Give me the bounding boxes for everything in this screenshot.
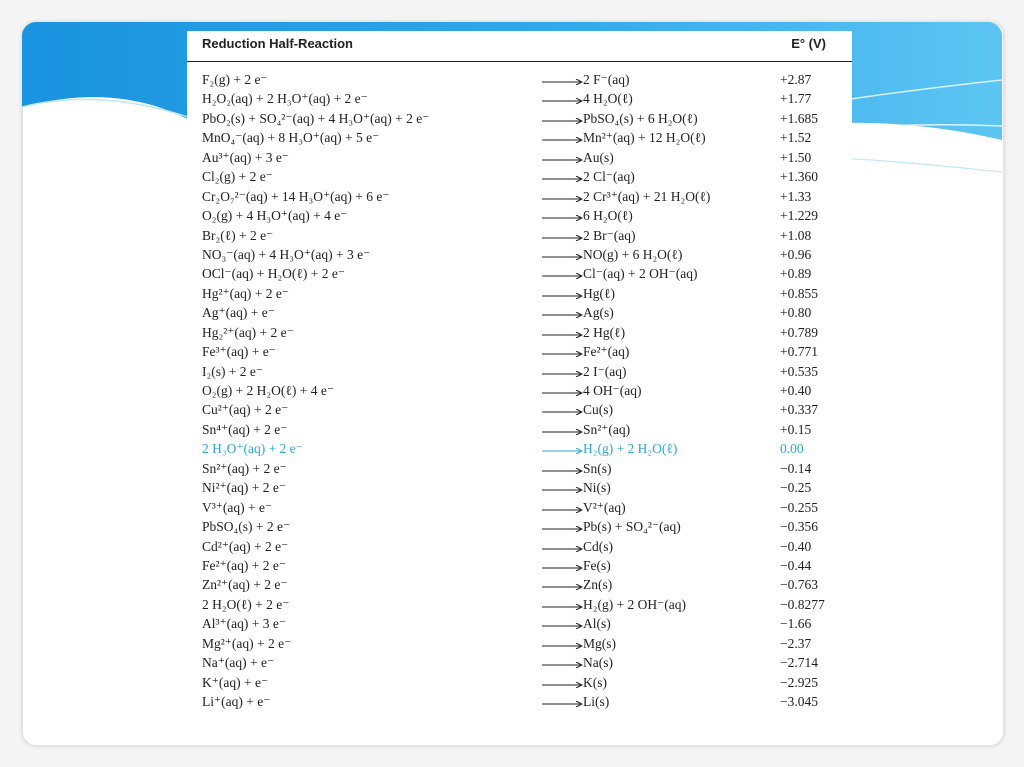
product-cell: Cl⁻(aq) + 2 OH⁻(aq)	[583, 266, 698, 282]
reactant-cell: Fe³⁺(aq) + e⁻	[202, 344, 276, 360]
reactant-cell: PbSO₄(s) + 2 e⁻	[202, 519, 291, 535]
potential-cell: +0.337	[780, 402, 818, 418]
reaction-arrow-icon	[542, 176, 583, 182]
table-row	[187, 110, 852, 129]
product-cell: Zn(s)	[583, 577, 613, 593]
reactant-cell: Fe²⁺(aq) + 2 e⁻	[202, 557, 287, 573]
product-cell: Na(s)	[583, 655, 613, 671]
product-cell: 2 Br⁻(aq)	[583, 227, 636, 243]
potential-cell: −0.255	[780, 499, 818, 515]
table-row	[187, 518, 852, 537]
potential-cell: +1.52	[780, 130, 812, 146]
product-cell: V²⁺(aq)	[583, 499, 626, 515]
potential-cell: +0.40	[780, 383, 812, 398]
table-row	[187, 168, 852, 187]
reactant-cell: 2 H₂O(ℓ) + 2 e⁻	[202, 596, 290, 612]
potential-cell: +0.96	[780, 246, 812, 262]
table-row	[187, 129, 852, 148]
reaction-arrow-icon	[542, 584, 583, 590]
potential-cell: +0.855	[780, 285, 818, 301]
reactant-cell: Cl₂(g) + 2 e⁻	[202, 169, 273, 185]
product-cell: Pb(s) + SO₄²⁻(aq)	[583, 519, 681, 535]
reactant-cell: Br₂(ℓ) + 2 e⁻	[202, 227, 274, 243]
table-body	[187, 71, 852, 712]
reaction-arrow-icon	[542, 701, 583, 707]
product-cell: 2 I⁻(aq)	[583, 363, 627, 379]
reaction-arrow-icon	[542, 487, 583, 493]
reactant-cell: V³⁺(aq) + e⁻	[202, 499, 273, 515]
table-row	[187, 343, 852, 362]
potential-cell: −0.44	[780, 557, 812, 573]
reactant-cell: Cu²⁺(aq) + 2 e⁻	[202, 402, 289, 418]
reactant-cell: I₂(s) + 2 e⁻	[202, 363, 264, 379]
potential-cell: +0.789	[780, 324, 818, 340]
table-row	[187, 324, 852, 343]
product-cell: Hg(ℓ)	[583, 285, 615, 301]
reactant-cell: Sn²⁺(aq) + 2 e⁻	[202, 460, 287, 476]
reaction-arrow-icon	[542, 682, 583, 688]
potential-cell: −0.25	[780, 480, 812, 496]
reaction-arrow-icon	[542, 643, 583, 649]
reactant-cell: K⁺(aq) + e⁻	[202, 674, 269, 690]
product-cell: Cu(s)	[583, 402, 613, 418]
reaction-arrow-icon	[542, 604, 583, 610]
product-cell: Mg(s)	[583, 635, 616, 651]
product-cell: Fe²⁺(aq)	[583, 344, 630, 360]
reaction-arrow-icon	[542, 293, 583, 299]
product-cell: 2 Hg(ℓ)	[583, 324, 626, 340]
potential-cell: +0.771	[780, 344, 818, 360]
potential-cell: +1.50	[780, 149, 812, 165]
potential-cell: −0.14	[780, 460, 812, 476]
reactant-cell: MnO₄⁻(aq) + 8 H₃O⁺(aq) + 5 e⁻	[202, 130, 380, 146]
potential-cell: −2.925	[780, 674, 818, 690]
table-row	[187, 596, 852, 615]
product-cell: H₂(g) + 2 H₂O(ℓ)	[583, 441, 678, 457]
product-cell: H₂(g) + 2 OH⁻(aq)	[583, 596, 687, 612]
reactant-cell: O₂(g) + 2 H₂O(ℓ) + 4 e⁻	[202, 383, 334, 398]
reactant-cell: Ni²⁺(aq) + 2 e⁻	[202, 480, 287, 496]
table-row	[187, 479, 852, 498]
potential-cell: −0.40	[780, 538, 812, 554]
table-row	[187, 538, 852, 557]
potential-cell: +1.685	[780, 110, 818, 126]
table-row	[187, 615, 852, 634]
reactant-cell: Al³⁺(aq) + 3 e⁻	[202, 616, 287, 632]
reaction-arrow-icon	[542, 98, 583, 104]
table-row	[187, 460, 852, 479]
table-row	[187, 246, 852, 265]
reactant-cell: NO₃⁻(aq) + 4 H₃O⁺(aq) + 3 e⁻	[202, 246, 371, 262]
reaction-arrow-icon	[542, 312, 583, 318]
reactant-cell: Sn⁴⁺(aq) + 2 e⁻	[202, 421, 288, 437]
reactant-cell: OCl⁻(aq) + H₂O(ℓ) + 2 e⁻	[202, 266, 345, 282]
table-row	[187, 285, 852, 304]
product-cell: Au(s)	[583, 149, 614, 165]
table-row	[187, 382, 852, 401]
potential-cell: +0.80	[780, 305, 812, 321]
product-cell: Al(s)	[583, 616, 611, 632]
reactant-cell: PbO₂(s) + SO₄²⁻(aq) + 4 H₃O⁺(aq) + 2 e⁻	[202, 110, 430, 126]
product-cell: Ag(s)	[583, 305, 614, 321]
potential-cell: +0.535	[780, 363, 818, 379]
product-cell: 4 H₂O(ℓ)	[583, 91, 633, 107]
reaction-arrow-icon	[542, 157, 583, 163]
table-row	[187, 674, 852, 693]
product-cell: Mn²⁺(aq) + 12 H₂O(ℓ)	[583, 130, 706, 146]
reaction-arrow-icon	[542, 623, 583, 629]
product-cell: 2 Cl⁻(aq)	[583, 169, 635, 185]
table-row	[187, 304, 852, 323]
product-cell: NO(g) + 6 H₂O(ℓ)	[583, 246, 683, 262]
reactant-cell: Mg²⁺(aq) + 2 e⁻	[202, 635, 292, 651]
reaction-arrow-icon	[542, 429, 583, 435]
potential-cell: +2.87	[780, 72, 812, 87]
table-row	[187, 401, 852, 420]
product-cell: 2 Cr³⁺(aq) + 21 H₂O(ℓ)	[583, 188, 711, 204]
product-cell: Li(s)	[583, 694, 610, 709]
reactant-cell: H₂O₂(aq) + 2 H₃O⁺(aq) + 2 e⁻	[202, 91, 368, 107]
table-row	[187, 576, 852, 595]
table-row	[187, 149, 852, 168]
reactant-cell: Zn²⁺(aq) + 2 e⁻	[202, 577, 288, 593]
reactant-cell: Hg₂²⁺(aq) + 2 e⁻	[202, 324, 294, 340]
reactant-cell: Hg²⁺(aq) + 2 e⁻	[202, 285, 290, 301]
potential-cell: −1.66	[780, 616, 812, 632]
potential-cell: −0.356	[780, 519, 818, 535]
table-row	[187, 499, 852, 518]
reactant-cell: Li⁺(aq) + e⁻	[202, 694, 271, 709]
reaction-arrow-icon	[542, 215, 583, 221]
potential-cell: +1.77	[780, 91, 812, 107]
reaction-arrow-icon	[542, 409, 583, 415]
reactant-cell: Au³⁺(aq) + 3 e⁻	[202, 149, 290, 165]
potential-cell: +1.229	[780, 208, 818, 224]
reaction-arrow-icon	[542, 662, 583, 668]
reaction-arrow-icon	[542, 196, 583, 202]
product-cell: Sn(s)	[583, 460, 612, 476]
potential-cell: −3.045	[780, 694, 818, 709]
reactant-cell: Na⁺(aq) + e⁻	[202, 655, 275, 671]
table-row	[187, 421, 852, 440]
reaction-arrow-icon	[542, 448, 583, 454]
potential-cell: −2.37	[780, 635, 812, 651]
product-cell: 4 OH⁻(aq)	[583, 383, 642, 398]
header-reaction: Reduction Half-Reaction	[202, 36, 353, 51]
product-cell: 2 F⁻(aq)	[583, 72, 630, 87]
potential-cell: −0.8277	[780, 596, 825, 612]
reaction-arrow-icon	[542, 351, 583, 357]
reaction-arrow-icon	[542, 137, 583, 143]
reaction-arrow-icon	[542, 371, 583, 377]
table-row	[187, 363, 852, 382]
reduction-potential-table	[187, 31, 852, 713]
product-cell: Ni(s)	[583, 480, 611, 496]
potential-cell: +0.15	[780, 421, 812, 437]
reactant-cell: Ag⁺(aq) + e⁻	[202, 305, 275, 321]
product-cell: Fe(s)	[583, 557, 611, 573]
header-potential: E° (V)	[791, 36, 826, 51]
table-row	[187, 207, 852, 226]
reactant-cell: F₂(g) + 2 e⁻	[202, 72, 268, 87]
potential-cell: +0.89	[780, 266, 812, 282]
reaction-arrow-icon	[542, 273, 583, 279]
reaction-arrow-icon	[542, 332, 583, 338]
product-cell: Cd(s)	[583, 538, 613, 554]
table-row	[187, 440, 852, 459]
potential-cell: +1.08	[780, 227, 812, 243]
table-row	[187, 654, 852, 673]
reaction-arrow-icon	[542, 390, 583, 396]
table-row	[187, 557, 852, 576]
table-row	[187, 635, 852, 654]
potential-cell: 0.00	[780, 441, 804, 457]
reaction-arrow-icon	[542, 79, 583, 85]
table-row	[187, 693, 852, 712]
reaction-arrow-icon	[542, 507, 583, 513]
reaction-arrow-icon	[542, 468, 583, 474]
reactant-cell: Cd²⁺(aq) + 2 e⁻	[202, 538, 289, 554]
table-row	[187, 90, 852, 109]
reaction-arrow-icon	[542, 546, 583, 552]
table-row	[187, 188, 852, 207]
reaction-arrow-icon	[542, 526, 583, 532]
table-row	[187, 227, 852, 246]
reactant-cell: Cr₂O₇²⁻(aq) + 14 H₃O⁺(aq) + 6 e⁻	[202, 188, 390, 204]
product-cell: 6 H₂O(ℓ)	[583, 208, 633, 224]
potential-cell: −2.714	[780, 655, 818, 671]
reactant-cell: O₂(g) + 4 H₃O⁺(aq) + 4 e⁻	[202, 208, 348, 224]
potential-cell: +1.360	[780, 169, 818, 185]
product-cell: Sn²⁺(aq)	[583, 421, 631, 437]
reaction-arrow-icon	[542, 254, 583, 260]
product-cell: K(s)	[583, 674, 607, 690]
product-cell: PbSO₄(s) + 6 H₂O(ℓ)	[583, 110, 698, 126]
reactant-cell: 2 H₃O⁺(aq) + 2 e⁻	[202, 441, 303, 457]
reaction-arrow-icon	[542, 235, 583, 241]
potential-cell: −0.763	[780, 577, 818, 593]
reaction-arrow-icon	[542, 565, 583, 571]
table-header	[187, 31, 852, 62]
table-row	[187, 265, 852, 284]
table-row	[187, 71, 852, 90]
potential-cell: +1.33	[780, 188, 812, 204]
reaction-arrow-icon	[542, 118, 583, 124]
